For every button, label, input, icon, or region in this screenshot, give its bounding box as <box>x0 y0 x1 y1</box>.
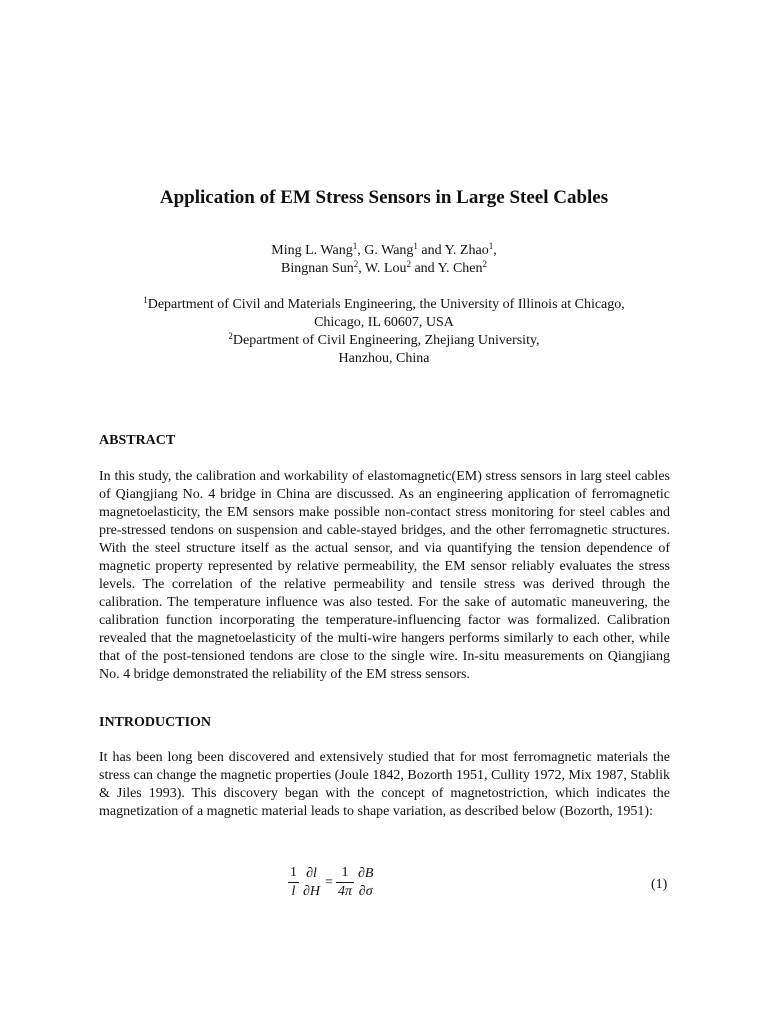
author-name: Y. Chen <box>437 261 483 276</box>
abstract-heading: ABSTRACT <box>99 433 176 448</box>
author-separator: and <box>410 261 438 276</box>
affiliation-block <box>0 296 768 368</box>
fraction-denominator: ∂σ <box>358 883 373 899</box>
author-name: G. Wang <box>364 243 414 258</box>
fraction-dl-dh <box>301 865 322 901</box>
affiliation-text: Department of Civil and Materials Engineering, the University of Illinois at Chicago, <box>147 297 625 312</box>
fraction-one-over-4pi <box>336 864 354 901</box>
affiliation-1-line-2: Chicago, IL 60607, USA <box>314 315 454 330</box>
author-line-2 <box>0 260 768 278</box>
fraction-numerator: ∂B <box>357 865 374 881</box>
author-affiliation-mark: 1 <box>488 241 494 251</box>
author-separator: , <box>493 243 497 258</box>
fraction-denominator: 4π <box>337 884 352 899</box>
equation-number: (1) <box>651 877 668 892</box>
author-affiliation-mark: 1 <box>352 241 358 251</box>
author-list <box>0 242 768 278</box>
author-affiliation-mark: 2 <box>353 259 359 269</box>
fraction-numerator: 1 <box>341 865 349 880</box>
author-affiliation-mark: 1 <box>413 241 418 251</box>
author-affiliation-mark: 2 <box>406 259 411 269</box>
affiliation-2-line-2: Hanzhou, China <box>338 351 430 366</box>
fraction-denominator: ∂H <box>303 883 321 899</box>
affiliation-1-line-1 <box>0 296 768 314</box>
fraction-one-over-l <box>288 864 299 901</box>
author-separator: , <box>358 261 365 276</box>
paper-title: Application of EM Stress Sensors in Large Steel Cables <box>159 187 609 208</box>
author-separator: , <box>357 243 365 258</box>
author-name: W. Lou <box>364 261 407 276</box>
affiliation-text: Department of Civil Engineering, Zhejiang University, <box>232 333 540 348</box>
fraction-db-dsigma <box>356 865 375 901</box>
introduction-heading: INTRODUCTION <box>99 715 212 730</box>
abstract-paragraph: In this study, the calibration and workability of elastomagnetic(EM) stress sensors in larg steel cables of Qiangjiang No. 4 bridge in China are discussed. As an engineering application of ferromagnetic magnetoelasticity, the EM sensors make possible non-contact stress monitoring for steel cables and pre-stressed tendons on suspension and cable-stayed bridges, and the other ferromagnetic structures. With the steel structure itself as the actual sensor, and via quantifying the tension dependence of magnetic property represented by relative permeability, the EM sensor reliably evaluates the stress levels. The correlation of the relative permeability and tensile stress was derived through the calibration. The temperature influence was also tested. For the sake of automatic maneuvering, the calibration function incorporating the temperature-influencing factor was formalized. Calibration revealed that the magnetoelasticity of the multi-wire hangers performs similarly to each other, while that of the post-tensioned tendons are close to the single wire. In-situ measurements on Qiangjiang No. 4 bridge demonstrated the reliability of the EM stress sensors. <box>99 469 670 682</box>
affiliation-mark: 2 <box>228 331 233 341</box>
affiliation-mark: 1 <box>143 295 148 305</box>
author-name: Y. Zhao <box>444 243 489 258</box>
fraction-numerator: 1 <box>290 865 297 880</box>
equation-1 <box>287 864 376 901</box>
author-separator: and <box>417 243 445 258</box>
author-name: Bingnan Sun <box>280 261 354 276</box>
equals-sign: = <box>325 874 333 890</box>
author-name: Ming L. Wang <box>271 243 353 258</box>
fraction-numerator: ∂l <box>306 865 317 881</box>
author-line-1 <box>0 242 768 260</box>
author-affiliation-mark: 2 <box>482 259 488 269</box>
introduction-paragraph: It has been long been discovered and extensively studied that for most ferromagnetic materials the stress can change the magnetic properties (Joule 1842, Bozorth 1951, Cullity 1972, Mix 1987, Stablik & Jiles 1993). This discovery began with the concept of magnetostriction, which indicates the magnetization of a magnetic material leads to shape variation, as described below (Bozorth, 1951): <box>99 750 670 819</box>
fraction-denominator: l <box>288 882 299 901</box>
affiliation-2-line-1 <box>0 332 768 350</box>
